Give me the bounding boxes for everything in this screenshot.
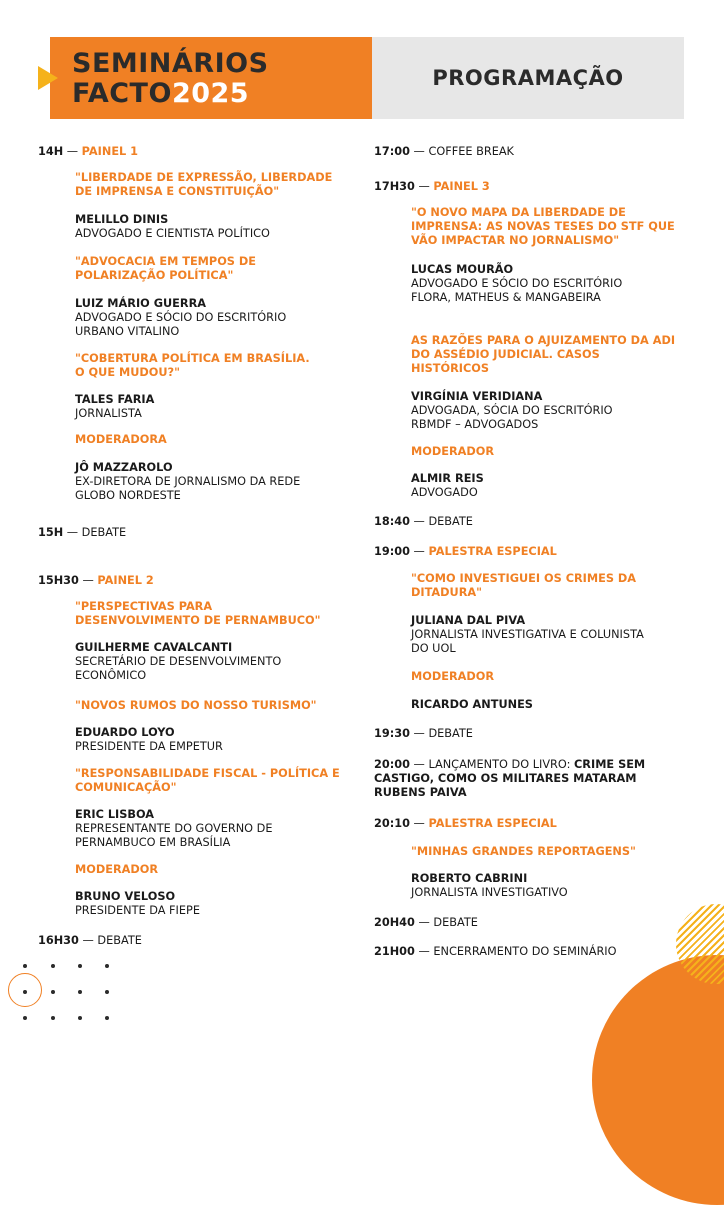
dot bbox=[51, 964, 55, 968]
speaker-role: DO UOL bbox=[411, 642, 456, 655]
panel1-heading bbox=[38, 145, 138, 159]
speaker-name: ALMIR REIS bbox=[411, 472, 484, 485]
dot bbox=[78, 990, 82, 994]
dot bbox=[23, 990, 27, 994]
speaker-role: ADVOGADO E SÓCIO DO ESCRITÓRIO bbox=[411, 277, 623, 290]
time: 19:00 bbox=[374, 545, 410, 558]
separator: — bbox=[414, 180, 434, 193]
talk-title: "RESPONSABILIDADE FISCAL - POLÍTICA E bbox=[75, 767, 340, 780]
book-title: RUBENS PAIVA bbox=[374, 786, 467, 799]
dot bbox=[78, 964, 82, 968]
decorative-orange-circle bbox=[592, 955, 724, 1205]
time: 15H bbox=[38, 526, 64, 539]
speaker-role: ECONÔMICO bbox=[75, 669, 147, 682]
speaker-name: LUCAS MOURÃO bbox=[411, 263, 514, 276]
seminar-title-line2 bbox=[72, 79, 249, 109]
talk-title: "MINHAS GRANDES REPORTAGENS" bbox=[411, 845, 636, 858]
speaker-name: EDUARDO LOYO bbox=[75, 726, 175, 739]
speaker-name: JÔ MAZZAROLO bbox=[75, 461, 173, 474]
session-label: PAINEL 3 bbox=[433, 180, 490, 193]
speaker-name: RICARDO ANTUNES bbox=[411, 698, 533, 711]
dot bbox=[23, 964, 27, 968]
speaker-name: JULIANA DAL PIVA bbox=[411, 614, 526, 627]
debate-3 bbox=[374, 515, 473, 529]
speaker-role: ADVOGADA, SÓCIA DO ESCRITÓRIO bbox=[411, 404, 613, 417]
speaker-role: EX-DIRETORA DE JORNALISMO DA REDE bbox=[75, 475, 301, 488]
talk-title: "LIBERDADE DE EXPRESSÃO, LIBERDADE bbox=[75, 171, 333, 184]
time: 18:40 bbox=[374, 515, 410, 528]
talk-title: AS RAZÕES PARA O AJUIZAMENTO DA ADI bbox=[411, 334, 676, 347]
speaker-role: PERNAMBUCO EM BRASÍLIA bbox=[75, 836, 231, 849]
dot bbox=[51, 1016, 55, 1020]
book-title: CRIME SEM bbox=[574, 758, 646, 771]
talk-title: COMUNICAÇÃO" bbox=[75, 781, 177, 794]
time: 20H40 bbox=[374, 916, 415, 929]
speaker-role: URBANO VITALINO bbox=[75, 325, 180, 338]
time: 20:00 bbox=[374, 758, 410, 771]
speaker-role: ADVOGADO E CIENTISTA POLÍTICO bbox=[75, 227, 270, 240]
talk-title: "NOVOS RUMOS DO NOSSO TURISMO" bbox=[75, 699, 317, 712]
session-label: COFFEE BREAK bbox=[428, 145, 514, 158]
panel2-heading bbox=[38, 574, 154, 588]
session-label: PALESTRA ESPECIAL bbox=[428, 545, 557, 558]
talk-title: "ADVOCACIA EM TEMPOS DE bbox=[75, 255, 256, 268]
separator: — bbox=[63, 526, 82, 539]
talk-title: HISTÓRICOS bbox=[411, 362, 490, 375]
separator: — bbox=[409, 727, 429, 740]
session-label: PAINEL 1 bbox=[81, 145, 139, 158]
speaker-role: JORNALISTA bbox=[75, 407, 142, 420]
separator: — bbox=[414, 916, 434, 929]
speaker-role: FLORA, MATHEUS & MANGABEIRA bbox=[411, 291, 601, 304]
talk-title: DITADURA" bbox=[411, 586, 483, 599]
session-label: DEBATE bbox=[433, 916, 478, 929]
panel3-heading bbox=[374, 180, 490, 194]
separator: — bbox=[63, 145, 82, 158]
talk-title: DO ASSÉDIO JUDICIAL. CASOS bbox=[411, 348, 600, 361]
talk-title: IMPRENSA: AS NOVAS TESES DO STF QUE bbox=[411, 220, 675, 233]
debate-2 bbox=[38, 934, 142, 948]
time: 17:00 bbox=[374, 145, 410, 158]
time: 21H00 bbox=[374, 945, 415, 958]
speaker-role: PRESIDENTE DA EMPETUR bbox=[75, 740, 223, 753]
talk-title: "COMO INVESTIGUEI OS CRIMES DA bbox=[411, 572, 637, 585]
closing bbox=[374, 945, 617, 959]
speaker-name: BRUNO VELOSO bbox=[75, 890, 176, 903]
time: 14H bbox=[38, 145, 64, 158]
speaker-role: REPRESENTANTE DO GOVERNO DE bbox=[75, 822, 273, 835]
dot bbox=[105, 1016, 109, 1020]
session-label: PAINEL 2 bbox=[97, 574, 154, 587]
session-label: LANÇAMENTO DO LIVRO: bbox=[428, 758, 574, 771]
time: 19:30 bbox=[374, 727, 410, 740]
coffee-break bbox=[374, 145, 514, 159]
dot bbox=[23, 1016, 27, 1020]
speaker-name: GUILHERME CAVALCANTI bbox=[75, 641, 233, 654]
seminar-title-facto: FACTO bbox=[72, 78, 172, 109]
speaker-role: JORNALISTA INVESTIGATIVO bbox=[411, 886, 568, 899]
speaker-role: JORNALISTA INVESTIGATIVA E COLUNISTA bbox=[411, 628, 644, 641]
speaker-name: ERIC LISBOA bbox=[75, 808, 155, 821]
dot bbox=[105, 964, 109, 968]
session-label: DEBATE bbox=[428, 515, 473, 528]
time: 17H30 bbox=[374, 180, 415, 193]
talk-title: "COBERTURA POLÍTICA EM BRASÍLIA. bbox=[75, 352, 310, 365]
separator: — bbox=[78, 574, 98, 587]
programacao-heading: PROGRAMAÇÃO bbox=[432, 66, 624, 90]
separator: — bbox=[409, 545, 429, 558]
play-triangle-icon bbox=[38, 66, 58, 90]
book-title: CASTIGO, COMO OS MILITARES MATARAM bbox=[374, 772, 637, 785]
dot bbox=[105, 990, 109, 994]
speaker-name: ROBERTO CABRINI bbox=[411, 872, 528, 885]
speaker-name: LUIZ MÁRIO GUERRA bbox=[75, 297, 207, 310]
time: 16H30 bbox=[38, 934, 79, 947]
speaker-name: TALES FARIA bbox=[75, 393, 155, 406]
separator: — bbox=[409, 515, 429, 528]
speaker-role: RBMDF – ADVOGADOS bbox=[411, 418, 539, 431]
moderator-label: MODERADOR bbox=[411, 445, 495, 458]
time: 15H30 bbox=[38, 574, 79, 587]
talk-title: "PERSPECTIVAS PARA bbox=[75, 600, 213, 613]
separator: — bbox=[409, 145, 429, 158]
speaker-role: GLOBO NORDESTE bbox=[75, 489, 181, 502]
debate-5 bbox=[374, 916, 478, 930]
speaker-name: MELILLO DINIS bbox=[75, 213, 169, 226]
speaker-role: SECRETÁRIO DE DESENVOLVIMENTO bbox=[75, 655, 282, 668]
session-label: DEBATE bbox=[81, 526, 127, 539]
separator: — bbox=[414, 945, 434, 958]
seminar-title-year: 2025 bbox=[171, 78, 250, 109]
talk-title: O QUE MUDOU?" bbox=[75, 366, 180, 379]
talk-title: VÃO IMPACTAR NO JORNALISMO" bbox=[411, 234, 620, 247]
moderator-label: MODERADORA bbox=[75, 433, 167, 446]
speaker-role: ADVOGADO bbox=[411, 486, 478, 499]
speaker-name: VIRGÍNIA VERIDIANA bbox=[411, 390, 543, 403]
moderator-label: MODERADOR bbox=[411, 670, 495, 683]
dot bbox=[51, 990, 55, 994]
talk-title: DESENVOLVIMENTO DE PERNAMBUCO" bbox=[75, 614, 321, 627]
session-label: DEBATE bbox=[97, 934, 142, 947]
special-talk-2-heading bbox=[374, 817, 557, 831]
book-launch bbox=[374, 758, 645, 772]
dot bbox=[78, 1016, 82, 1020]
special-talk-1-heading bbox=[374, 545, 557, 559]
seminar-title-line1: SEMINÁRIOS bbox=[72, 48, 269, 79]
debate-4 bbox=[374, 727, 473, 741]
separator: — bbox=[409, 817, 429, 830]
session-label: ENCERRAMENTO DO SEMINÁRIO bbox=[433, 945, 617, 958]
session-label: PALESTRA ESPECIAL bbox=[428, 817, 557, 830]
separator: — bbox=[78, 934, 98, 947]
talk-title: DE IMPRENSA E CONSTITUIÇÃO" bbox=[75, 185, 280, 198]
separator: — bbox=[409, 758, 429, 771]
moderator-label: MODERADOR bbox=[75, 863, 159, 876]
speaker-role: PRESIDENTE DA FIEPE bbox=[75, 904, 200, 917]
session-label: DEBATE bbox=[428, 727, 473, 740]
debate-1 bbox=[38, 526, 126, 540]
speaker-role: ADVOGADO E SÓCIO DO ESCRITÓRIO bbox=[75, 311, 287, 324]
time: 20:10 bbox=[374, 817, 410, 830]
talk-title: "O NOVO MAPA DA LIBERDADE DE bbox=[411, 206, 626, 219]
talk-title: POLARIZAÇÃO POLÍTICA" bbox=[75, 269, 234, 282]
